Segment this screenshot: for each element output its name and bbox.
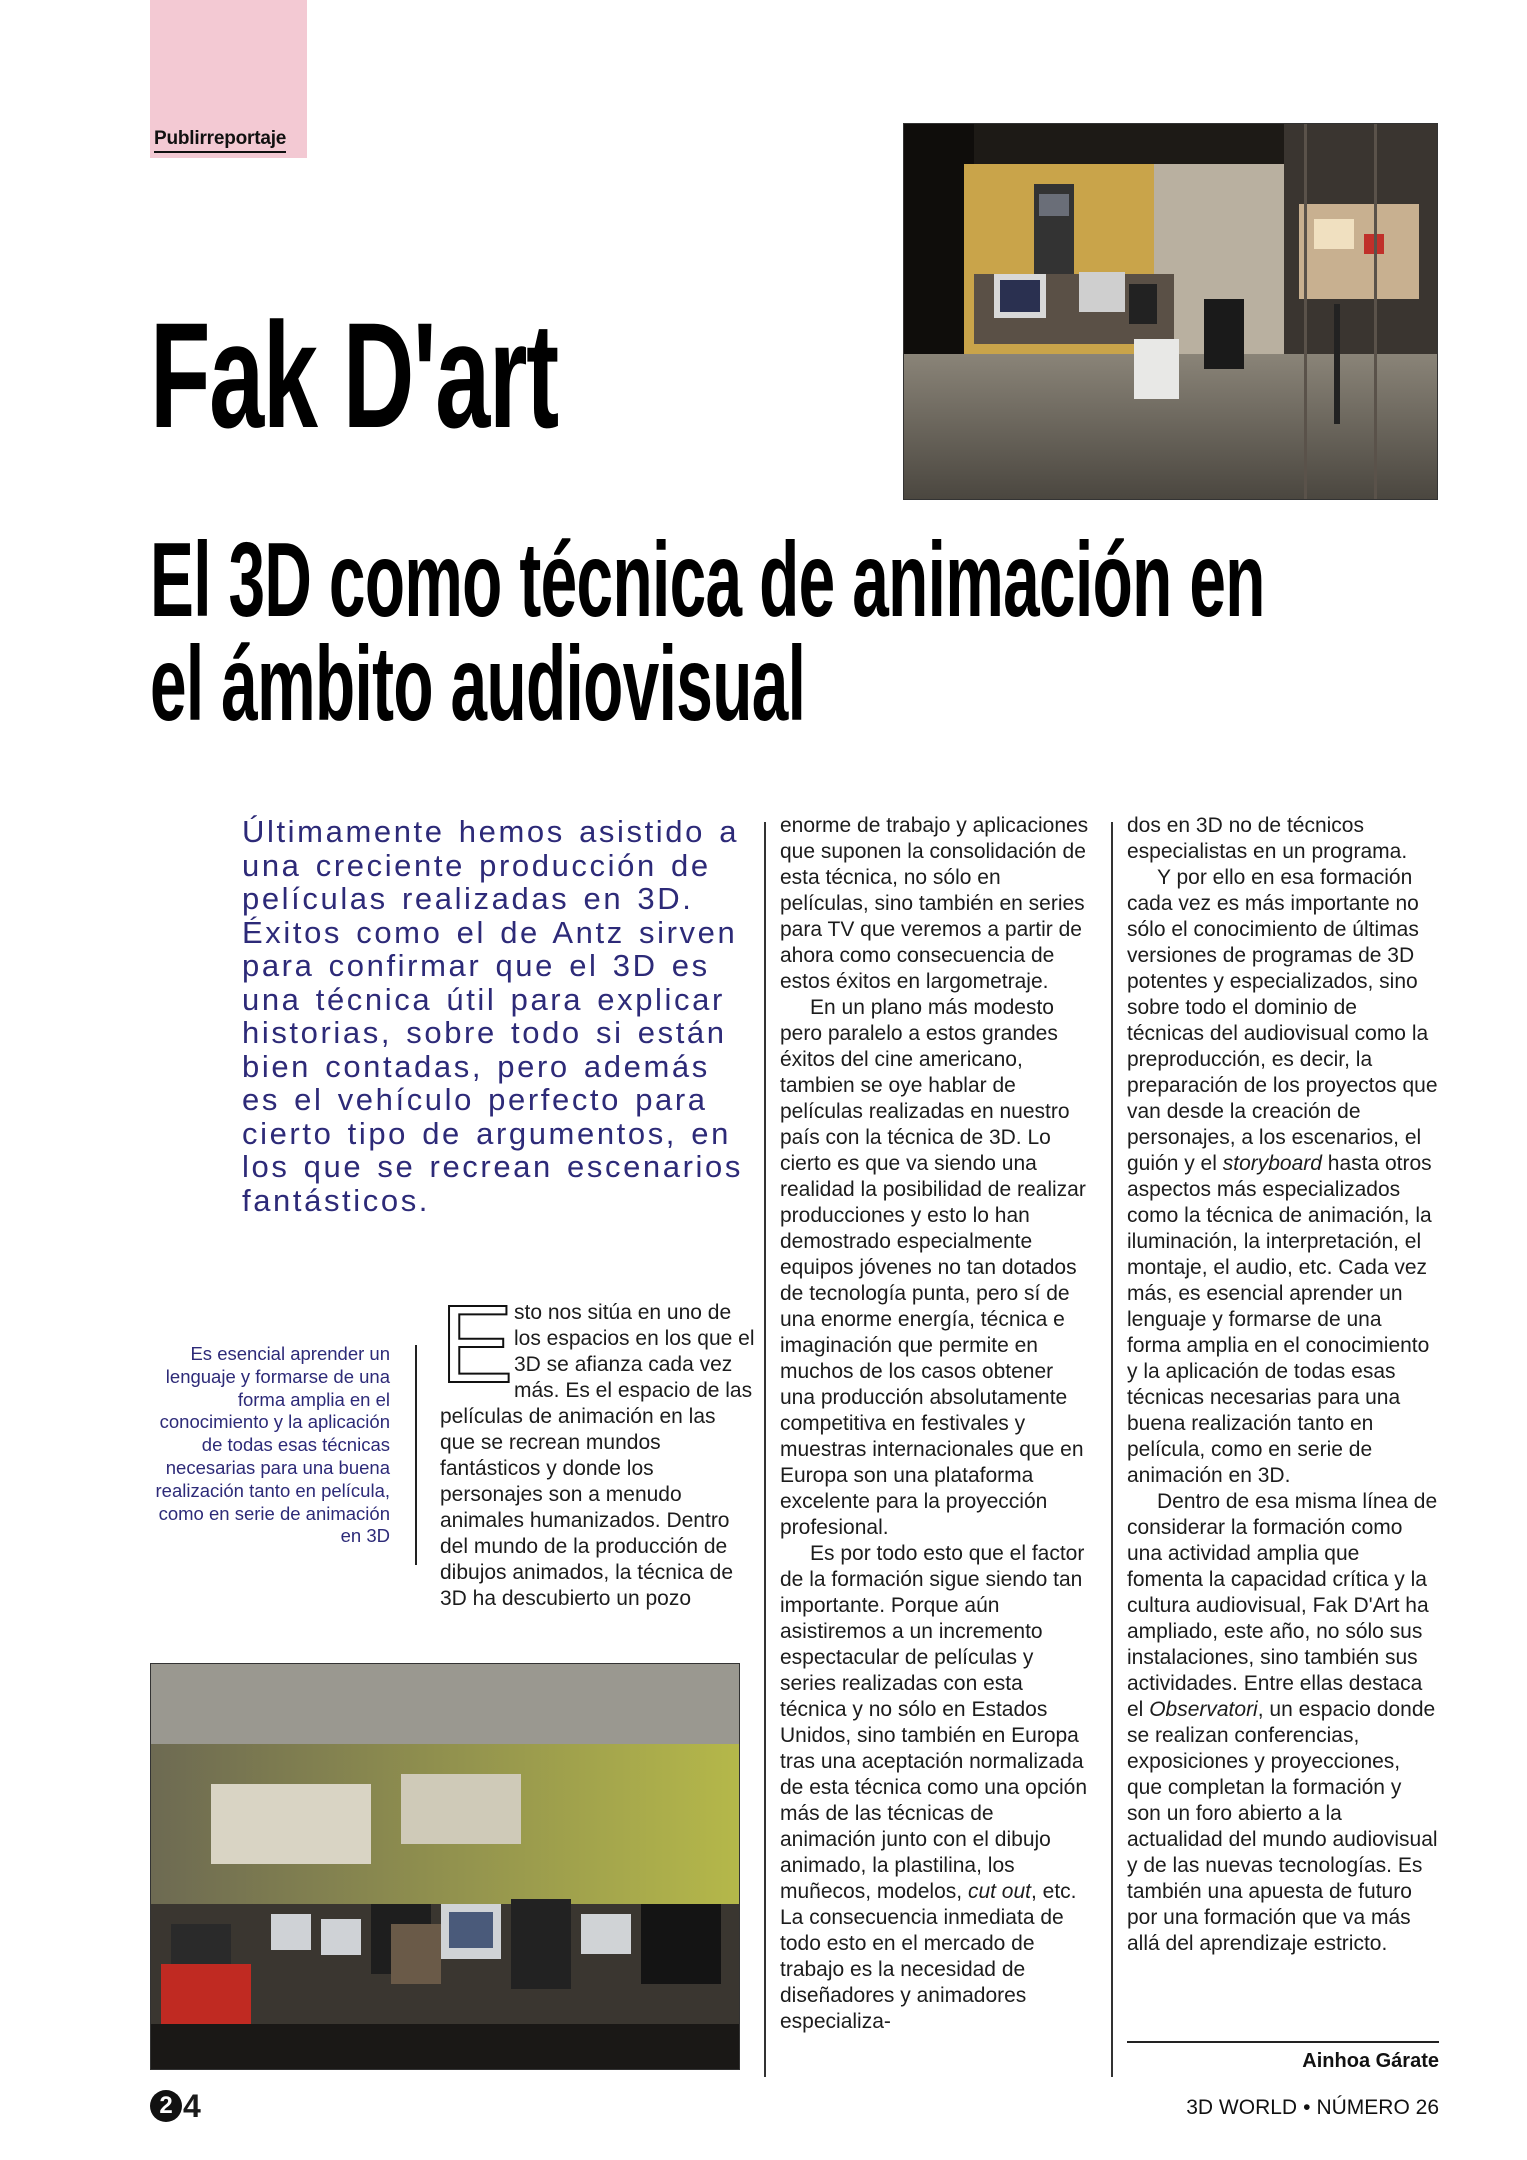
studio-photo-top-image [904,124,1438,500]
body-text: sto nos sitúa en uno de los espacios en los que el 3D se afianza cada vez más. Es el espacio de las películas de animación en las que se recrean mundos fantásticos y donde los personajes son a menudo animales humanizados. Dentro del mundo de la producción de dibujos animados, la técnica de 3D ha descubierto un pozo [440,1301,755,1610]
body-column-1 [440,1283,755,1612]
headline-line-2: el ámbito audiovisual [150,625,806,743]
section-label: Publirreportaje [154,128,286,153]
body-paragraph: dos en 3D no de técnicos especialistas en un programa. [1127,814,1408,863]
magazine-footer [1186,2096,1439,2120]
page-number-circle: 2 [150,2090,182,2122]
page-number [150,2090,201,2122]
author-rule [1127,2041,1439,2043]
body-column-2 [780,813,1092,2035]
pullquote-rule [415,1345,417,1565]
classroom-photo [150,1663,740,2070]
classroom-photo-image [151,1664,740,2070]
emphasis-text: cut out [967,1880,1031,1903]
body-text: Dentro de esa misma línea de considerar la formación como una actividad amplia que fomenta la capacidad crítica y la cultura audiovisual, Fak D'Art ha ampliado, este año, no sólo sus instalaciones, sino también sus actividades. Entre ellas destaca el [1127,1490,1438,1721]
issue-number: NÚMERO 26 [1316,2096,1439,2119]
headline-line-1: El 3D como técnica de animación en [150,521,1265,639]
body-column-3 [1127,813,1439,1957]
pullquote: Es esencial aprender un lenguaje y formarse de una forma amplia en el conocimiento y la aplicación de todas esas técnicas necesarias para una buena realización tanto en película, como en serie de animación en 3D [155,1343,390,1547]
body-paragraph [1127,865,1439,1489]
body-text: Es por todo esto que el factor de la formación sigue siendo tan importante. Porque aún asistiremos a un incremento espectacular de películas y series realizadas con esta técnica y no sólo en Estados Unidos, sino también en Europa tras una aceptación normalizada de esta técnica como una opción más de las técnicas de animación junto con el dibujo animado, la plastilina, los muñecos, modelos, [780,1542,1088,1903]
brand-title: Fak D'art [150,291,558,459]
magazine-name: 3D WORLD [1186,2096,1298,2119]
headline [150,521,1265,743]
lead-paragraph: Últimamente hemos asistido a una creciente producción de películas realizadas en 3D. Éxitos como el de Antz sirven para confirmar que el 3D es una técnica útil para explicar historias, sobre todo si están bien contadas, pero además es el vehículo perfecto para cierto tipo de argumentos, en los que se recrean escenarios fantásticos. [242,814,743,1218]
emphasis-text: storyboard [1222,1152,1322,1175]
footer-separator: • [1303,2096,1311,2119]
body-paragraph [1127,1489,1439,1957]
body-text: Y por ello en esa formación cada vez es más importante no sólo el conocimiento de últimas versiones de programas de 3D potentes y especializados, sino sobre todo el dominio de técnicas del audiovisual como la preproducción, es decir, la preparación de los proyectos que van desde la creación de personajes, a los escenarios, el guión y el [1127,866,1438,1175]
body-paragraph: En un plano más modesto pero paralelo a estos grandes éxitos del cine americano, tambien se oye hablar de películas realizadas en nuestro país con la técnica de 3D. Lo cierto es que va siendo una realidad la posibilidad de realizar producciones y esto lo han demostrado especialmente equipos jóvenes no tan dotados de tecnología punta, pero sí de una enorme energía, técnica e imaginación que permite en muchos de los casos obtener una producción absolutamente competitiva en festivales y muestras internacionales que en Europa son una plataforma excelente para la proyección profesional. [780,996,1086,1539]
studio-photo-top [903,123,1438,500]
emphasis-text: Observatori [1149,1698,1258,1721]
author-byline: Ainhoa Gárate [1302,2050,1439,2072]
column-divider [764,822,766,2077]
body-text: , un espacio donde se realizan conferencias, exposiciones y proyecciones, que completan la formación y son un foro abierto a la actualidad del mundo audiovisual y de las nuevas tecnologías. Es también una apuesta de futuro por una formación que va más allá del aprendizaje estricto. [1127,1698,1438,1955]
body-paragraph: enorme de trabajo y aplicaciones que suponen la consolidación de esta técnica, no sólo en películas, sino también en series para TV que veremos a partir de ahora como consecuencia de estos éxitos en largometraje. [780,814,1089,993]
body-paragraph [780,1541,1092,2035]
column-divider [1111,822,1113,2077]
body-text: hasta otros aspectos más especializados como la técnica de animación, la iluminación, la interpretación, el montaje, el audio, etc. Cada vez más, es esencial aprender un lenguaje y formarse de una forma amplia en el conocimiento y la aplicación de todas esas técnicas necesarias para una buena realización tanto en película, como en serie de animación en 3D. [1127,1152,1432,1487]
body-text: , etc. La consecuencia inmediata de todo esto en el mercado de trabajo es la necesidad de diseñadores y animadores especializa- [780,1880,1077,2033]
dropcap [440,1283,514,1406]
dropcap-letter: E [440,1283,514,1406]
page-number-digit: 4 [183,2088,201,2124]
